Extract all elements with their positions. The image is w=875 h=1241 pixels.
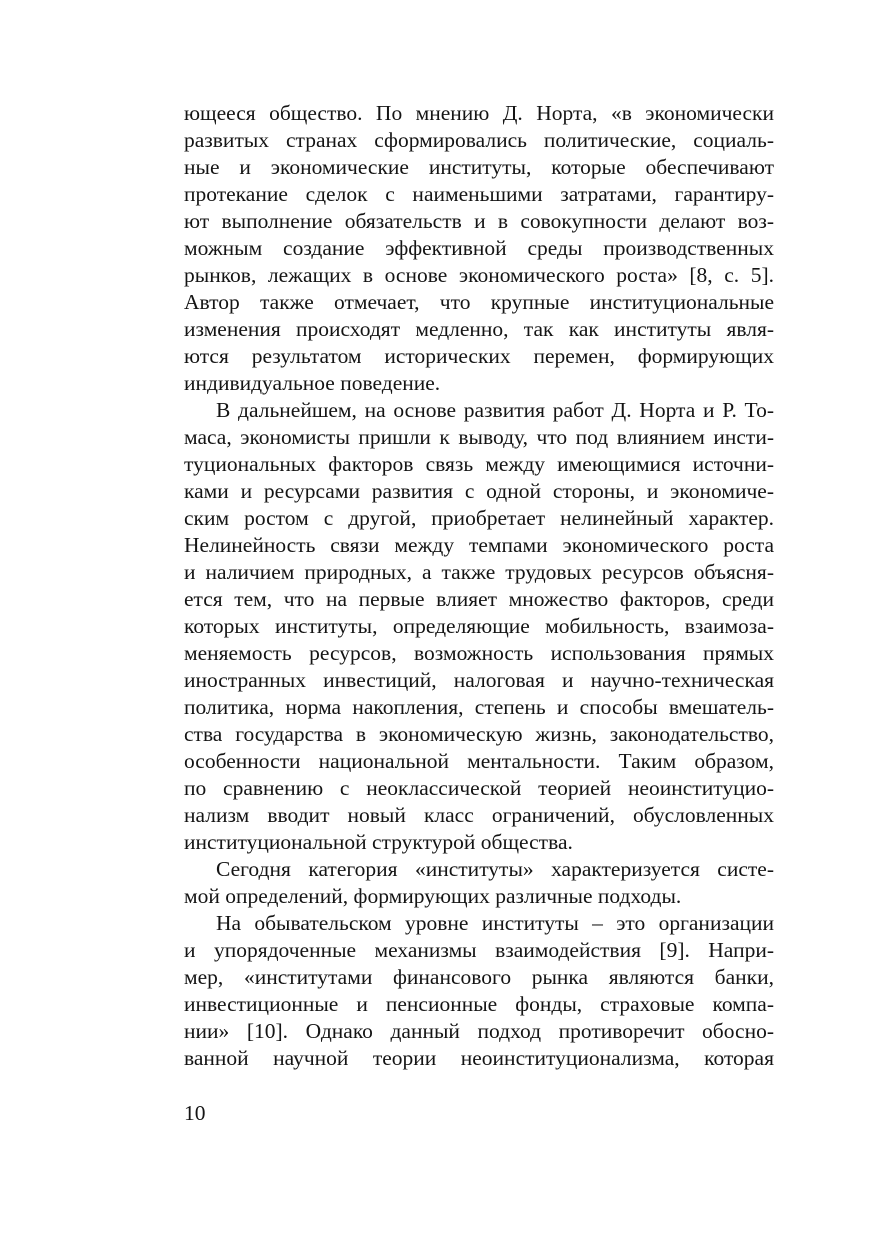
text-line: маса, экономисты пришли к выводу, что под влиянием инсти- xyxy=(184,425,774,449)
paragraph-3 xyxy=(184,856,774,910)
text-line: по сравнению с неоклассической теорией неоинституцио- xyxy=(184,776,774,800)
text-line: рынков, лежащих в основе экономического роста» [8, с. 5]. xyxy=(184,263,774,287)
text-line: и упорядоченные механизмы взаимодействия [9]. Напри- xyxy=(184,938,774,962)
text-line: мой определений, формирующих различные подходы. xyxy=(184,884,682,908)
text-line: инвестиционные и пенсионные фонды, страховые компа- xyxy=(184,992,774,1016)
text-line: ют выполнение обязательств и в совокупности делают воз- xyxy=(184,209,774,233)
text-line: институциональной структурой общества. xyxy=(184,830,573,854)
text-line: туциональных факторов связь между имеющимися источни- xyxy=(184,452,774,476)
text-line: Автор также отмечает, что крупные институциональные xyxy=(184,290,774,314)
text-line: мер, «институтами финансового рынка являются банки, xyxy=(184,965,774,989)
text-line: индивидуальное поведение. xyxy=(184,371,441,395)
text-line: ванной научной теории неоинституционализма, которая xyxy=(184,1046,774,1070)
text-line: ства государства в экономическую жизнь, законодательство, xyxy=(184,722,774,746)
text-line: иностранных инвестиций, налоговая и научно-техническая xyxy=(184,668,774,692)
text-line: ющееся общество. По мнению Д. Норта, «в экономически xyxy=(184,101,774,125)
page-body xyxy=(184,100,774,1072)
text-line: меняемость ресурсов, возможность использования прямых xyxy=(184,641,774,665)
text-line: политика, норма накопления, степень и способы вмешатель- xyxy=(184,695,774,719)
text-line: Нелинейность связи между темпами экономического роста xyxy=(184,533,774,557)
text-line: ским ростом с другой, приобретает нелинейный характер. xyxy=(184,506,774,530)
text-line: особенности национальной ментальности. Таким образом, xyxy=(184,749,774,773)
paragraph-2 xyxy=(184,397,774,856)
page-number: 10 xyxy=(184,1101,206,1125)
text-line: ные и экономические институты, которые обеспечивают xyxy=(184,155,774,179)
text-line: развитых странах сформировались политические, социаль- xyxy=(184,128,774,152)
text-line: ками и ресурсами развития с одной стороны, и экономиче- xyxy=(184,479,774,503)
text-line: В дальнейшем, на основе развития работ Д. Норта и Р. То- xyxy=(216,398,774,422)
text-line: изменения происходят медленно, так как институты явля- xyxy=(184,317,774,341)
text-line: которых институты, определяющие мобильность, взаимоза- xyxy=(184,614,774,638)
text-line: Сегодня категория «институты» характеризуется систе- xyxy=(216,857,774,881)
text-line: и наличием природных, а также трудовых ресурсов объясня- xyxy=(184,560,774,584)
text-line: нализм вводит новый класс ограничений, обусловленных xyxy=(184,803,774,827)
text-line: ется тем, что на первые влияет множество факторов, среди xyxy=(184,587,774,611)
text-line: ются результатом исторических перемен, формирующих xyxy=(184,344,774,368)
text-line: На обывательском уровне институты – это организации xyxy=(216,911,774,935)
paragraph-4 xyxy=(184,910,774,1072)
paragraph-1 xyxy=(184,100,774,397)
text-line: протекание сделок с наименьшими затратами, гарантиру- xyxy=(184,182,774,206)
text-line: можным создание эффективной среды производственных xyxy=(184,236,774,260)
text-line: нии» [10]. Однако данный подход противоречит обосно- xyxy=(184,1019,774,1043)
